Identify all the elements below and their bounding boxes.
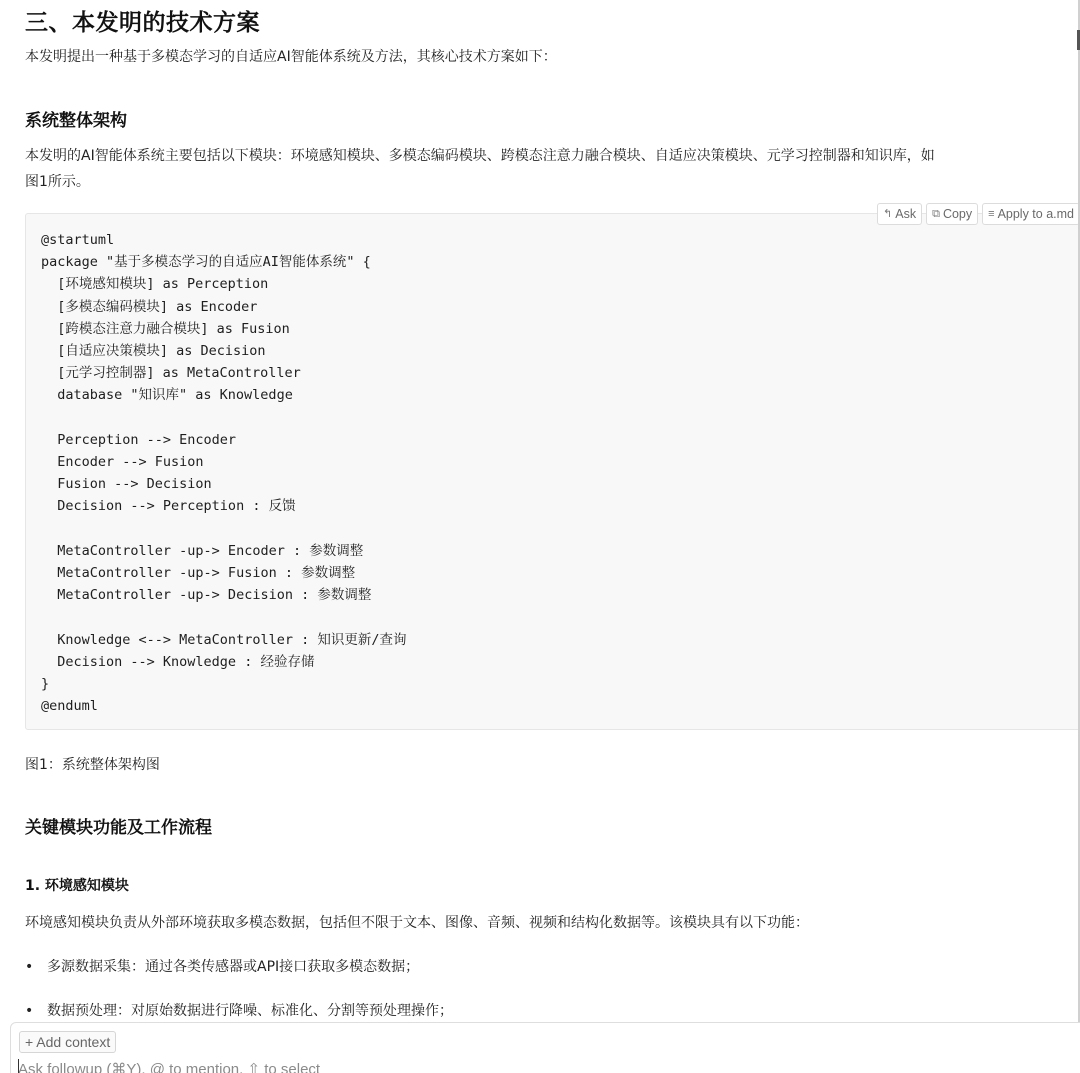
code-actions: [877, 203, 1080, 225]
architecture-paragraph-line1: 本发明的AI智能体系统主要包括以下模块：环境感知模块、多模态编码模块、跨模态注意力融合模块、自适应决策模块、元学习控制器和知识库，如: [25, 148, 935, 164]
text-caret: [18, 1059, 19, 1073]
code-content: @startuml package "基于多模态学习的自适应AI智能体系统" { [环境感知模块] as Perception [多模态编码模块] as Encoder [跨模态注意力融合模块] as Fusion [自适应决策模块] as Decision [元学习控制器] as MetaController database "知识库" as Knowledge Perception --> Encoder Encoder --> Fusion Fusion --> Decision Decision --> Perception : 反馈 MetaController -up-> Encoder : 参数调整 MetaController -up-> Fusion : 参数调整 MetaController -up-> Decision : 参数调整 Knowledge <--> MetaController : 知识更新/查询 Decision --> Knowledge : 经验存储 } @enduml: [41, 232, 407, 715]
bullet-icon: •: [25, 959, 34, 975]
add-context-button[interactable]: + Add context: [19, 1031, 116, 1053]
key-modules-heading: 关键模块功能及工作流程: [25, 818, 212, 838]
copy-label: Copy: [942, 207, 973, 221]
list-item-text: 多源数据采集：通过各类传感器或API接口获取多模态数据；: [47, 959, 420, 975]
intro-paragraph: 本发明提出一种基于多模态学习的自适应AI智能体系统及方法，其核心技术方案如下：: [25, 49, 557, 65]
reply-arrow-icon: ↰: [883, 208, 893, 220]
apply-label: Apply to a.md: [997, 207, 1074, 221]
copy-icon: ⧉: [932, 208, 940, 220]
section-title: 三、本发明的技术方案: [25, 10, 260, 36]
architecture-paragraph: [25, 143, 1070, 195]
apply-button[interactable]: [982, 203, 1080, 225]
list-item-text: 数据预处理：对原始数据进行降噪、标准化、分割等预处理操作；: [47, 1003, 453, 1019]
followup-input[interactable]: [18, 1061, 1068, 1073]
ask-button[interactable]: [877, 203, 922, 225]
architecture-heading: 系统整体架构: [25, 111, 127, 131]
copy-button[interactable]: [926, 203, 978, 225]
module1-heading: 1. 环境感知模块: [25, 878, 129, 894]
figure-caption: 图1：系统整体架构图: [25, 757, 160, 773]
module1-paragraph: 环境感知模块负责从外部环境获取多模态数据，包括但不限于文本、图像、音频、视频和结构化数据等。该模块具有以下功能：: [25, 915, 809, 931]
list-item: [25, 1000, 453, 1022]
apply-icon: ≡: [988, 208, 995, 220]
bullet-icon: •: [25, 1003, 34, 1019]
ask-label: Ask: [895, 207, 917, 221]
code-block: [25, 207, 1080, 730]
list-item: [25, 956, 419, 978]
architecture-paragraph-line2: 图1所示。: [25, 174, 90, 190]
followup-panel: [10, 1022, 1080, 1073]
